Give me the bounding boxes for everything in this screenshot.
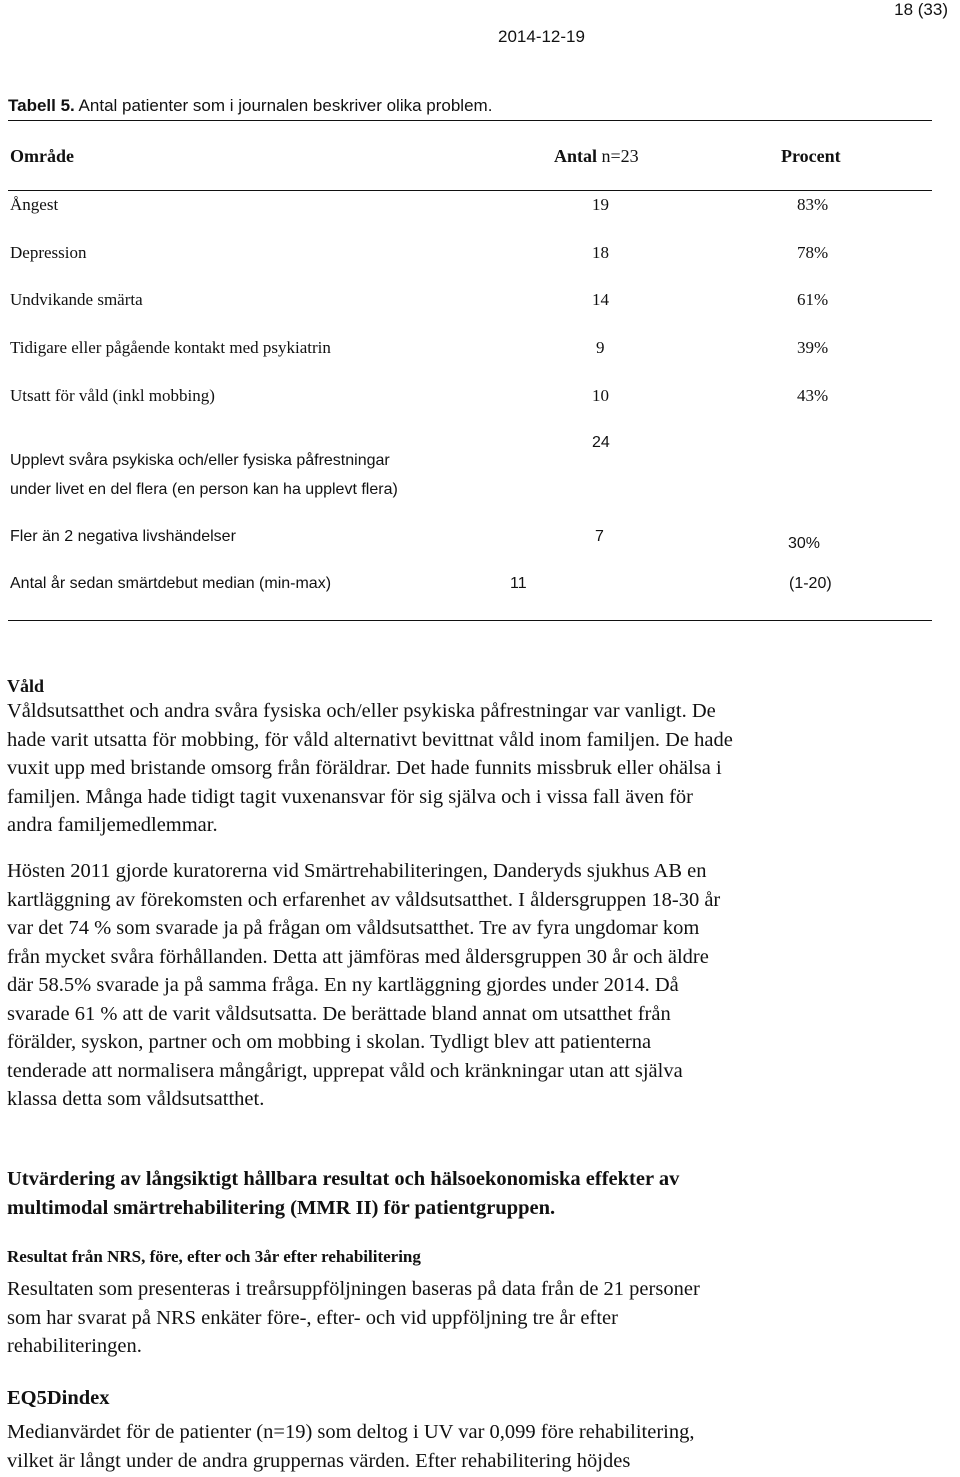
table-caption-label: Tabell 5. (8, 96, 75, 115)
section-heading-vald: Våld (7, 676, 45, 696)
table-cell-count: 9 (596, 338, 605, 357)
table-cell-area: Tidigare eller pågående kontakt med psykiatrin (10, 338, 331, 357)
table-cell-count: 19 (592, 195, 609, 214)
table-cell-percent: 43% (797, 386, 829, 405)
column-header-count: Antal n=23 (554, 146, 639, 166)
table-caption (8, 96, 492, 116)
paragraph-nrs: Resultaten som presenteras i treårsuppföljningen baseras på data från de 21 personer som har svarat på NRS enkäter före-, efter- och vid uppföljning tre år efter rehabiliteringen. (7, 1278, 700, 1357)
table-cell-count: 7 (595, 528, 604, 545)
table-top-rule (8, 120, 932, 121)
table-cell-count: 14 (592, 290, 609, 309)
table-cell-percent: 78% (797, 243, 829, 262)
section-heading-evaluation: Utvärdering av långsiktigt hållbara resultat och hälsoekonomiska effekter av multimodal smärtrehabilitering (MMR II) för patientgruppen. (7, 1168, 680, 1219)
table-cell-area: Depression (10, 243, 87, 262)
table-cell-percent: 83% (797, 195, 829, 214)
column-header-area: Område (10, 146, 74, 166)
paragraph-vald-2: Hösten 2011 gjorde kuratorerna vid Smärtrehabiliteringen, Danderyds sjukhus AB en kartläggning av förekomsten och erfarenhet av våldsutsatthet. I åldersgruppen 18-30 år var det 74 % som svarade ja på frågan om våldsutsatthet. Tre av fyra ungdomar kom från mycket svåra förhållanden. Detta att jämföras med åldersgruppen 30 år och äldre där 58.5% svarade ja på samma fråga. En ny kartläggning gjordes under 2014. Då svarade 61 % att de varit våldsutsatta. De berättade bland annat om utsatthet från förälder, syskon, partner och om mobbing i skolan. Tydligt blev att patienterna tenderade att normalisera mångårigt, upprepat våld och kränkningar utan att själva klassa detta som våldsutsatthet. (7, 860, 721, 1110)
table-cell-count: 18 (592, 243, 609, 262)
table-cell-percent: 39% (797, 338, 829, 357)
table-cell-count: 10 (592, 386, 609, 405)
table-cell-area-line1: Upplevt svåra psykiska och/eller fysiska påfrestningar (10, 452, 390, 469)
page-number: 18 (33) (894, 0, 948, 19)
table-cell-area: Utsatt för våld (inkl mobbing) (10, 386, 215, 405)
subheading-nrs: Resultat från NRS, före, efter och 3år efter rehabilitering (7, 1247, 421, 1266)
table-cell-percent: 61% (797, 290, 829, 309)
paragraph-eq5d: Medianvärdet för de patienter (n=19) som deltog i UV var 0,099 före rehabilitering, vilket är långt under de andra gruppernas värden. Efter rehabilitering höjdes (7, 1421, 695, 1472)
table-header-rule (8, 190, 932, 191)
table-bottom-rule (8, 620, 932, 621)
table-cell-area-line2: under livet en del flera (en person kan ha upplevt flera) (10, 481, 398, 498)
table-caption-text: Antal patienter som i journalen beskriver olika problem. (74, 96, 493, 115)
table-cell-area: Undvikande smärta (10, 290, 143, 309)
paragraph-vald-1: Våldsutsatthet och andra svåra fysiska och/eller psykiska påfrestningar var vanligt. De hade varit utsatta för mobbing, för våld alternativt bevittnat våld inom familjen. De hade vuxit upp med bristande omsorg från föräldrar. Det hade funnits missbruk eller ohälsa i familjen. Många hade tidigt tagit vuxenansvar för sig själva och i vissa fall även för andra familjemedlemmar. (7, 700, 733, 836)
table-cell-area: Fler än 2 negativa livshändelser (10, 528, 236, 545)
table-cell-area: Ångest (10, 195, 59, 214)
section-heading-eq5d: EQ5Dindex (7, 1387, 110, 1409)
table-cell-median: 11 (510, 575, 527, 592)
document-date: 2014-12-19 (498, 27, 585, 46)
table-cell-percent: 30% (788, 535, 821, 552)
table-cell-count: 24 (592, 434, 610, 451)
table-cell-range: (1-20) (789, 575, 832, 592)
column-header-percent: Procent (781, 146, 841, 166)
table-cell-area: Antal år sedan smärtdebut median (min-max) (10, 575, 332, 592)
